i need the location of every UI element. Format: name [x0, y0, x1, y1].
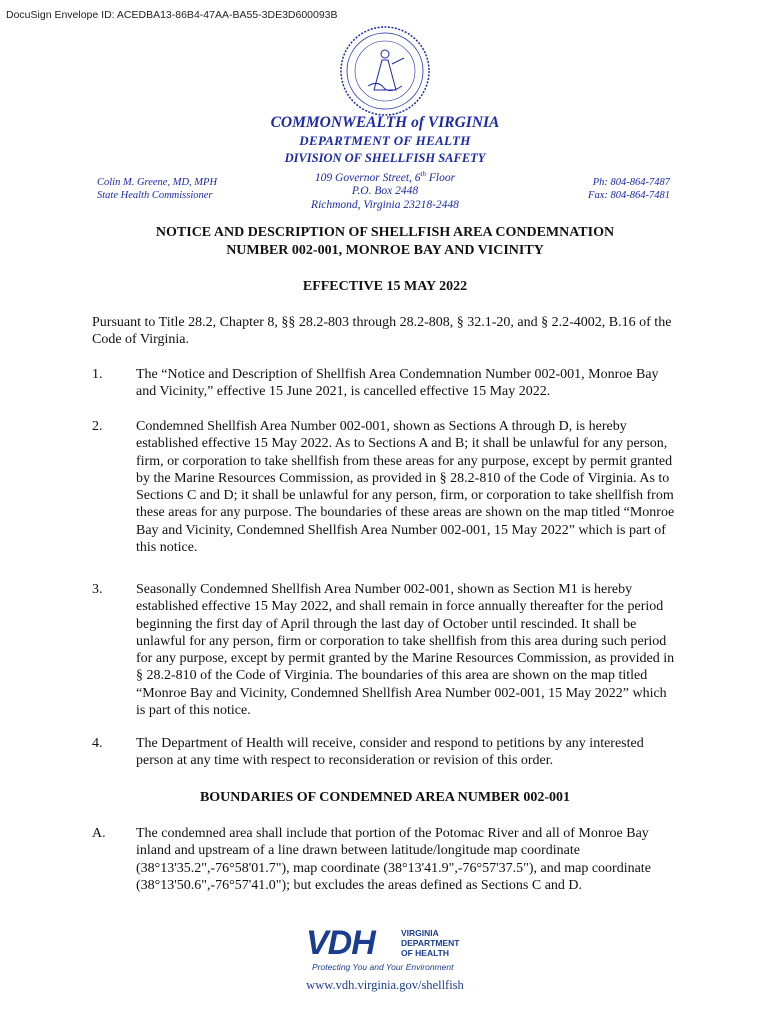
- vdh-tagline: Protecting You and Your Environment: [312, 962, 454, 972]
- vdh-logo: [306, 926, 471, 976]
- item-number-3: 3.: [92, 582, 103, 597]
- section-a-text: The condemned area shall include that portion of the Potomac River and all of Monroe Bay inland and upstream of a line drawn between latitude/longitude map coordinate (38°13'35.2",-76°58'01.7"), map coordinate (38°13'41.9",-76°57'37.5"), and map coordinate (38°13'50.6",-76°57'41.0"); but excludes the areas defined as Sections C and D.: [136, 826, 651, 893]
- notice-title-line1: NOTICE AND DESCRIPTION OF SHELLFISH AREA CONDEMNATION: [155, 225, 615, 240]
- vdh-logo-mark: VDH: [306, 924, 375, 962]
- item-number-2: 2.: [92, 419, 103, 434]
- notice-title-line2: NUMBER 002-001, MONROE BAY AND VICINITY: [226, 243, 544, 258]
- address-po-box: P.O. Box 2448: [351, 185, 419, 198]
- item-number-1: 1.: [92, 367, 103, 382]
- vdh-word-virginia: VIRGINIA: [401, 928, 439, 938]
- fax-number: Fax: 804-864-7481: [588, 190, 670, 201]
- item-text-2: Condemned Shellfish Area Number 002-001, shown as Sections A through D, is hereby established effective 15 May 2022. As to Sections A and B; it shall be unlawful for any person, firm, or corporation to take shellfish from these areas for any purpose, except by permit granted by the Marine Resources Commission, as provided in § 28.2-810 of the Code of Virginia. As to Sections C and D; it shall be unlawful for any person, firm, or corporation to take shellfish from these areas for any purpose. The boundaries of these areas are shown on the map titled “Monroe Bay and Vicinity, Condemned Shellfish Area Number 002-001, 15 May 2022” which is part of this notice.: [136, 419, 675, 556]
- boundaries-heading: BOUNDARIES OF CONDEMNED AREA NUMBER 002-001: [199, 790, 571, 805]
- letterhead-division: DIVISION OF SHELLFISH SAFETY: [284, 151, 486, 165]
- intro-paragraph: Pursuant to Title 28.2, Chapter 8, §§ 28.2-803 through 28.2-808, § 32.1-20, and § 2.2-4002, B.16 of the Code of Virginia.: [92, 315, 672, 347]
- letterhead-department: DEPARTMENT OF HEALTH: [299, 133, 471, 148]
- docusign-envelope-id: DocuSign Envelope ID: ACEDBA13-86B4-47AA-BA55-3DE3D600093B: [6, 9, 338, 21]
- notice-title: [0, 224, 770, 260]
- address-city: Richmond, Virginia 23218-2448: [311, 198, 459, 211]
- section-a-label: A.: [92, 826, 106, 841]
- website-link[interactable]: www.vdh.virginia.gov/shellfish: [306, 978, 464, 992]
- vdh-word-health: OF HEALTH: [401, 948, 450, 958]
- item-text-3: Seasonally Condemned Shellfish Area Number 002-001, shown as Section M1 is hereby established effective 15 May 2022, and shall remain in force annually thereafter for the period beginning the first day of April through the last day of October until rescinded. It shall be unlawful for any person, firm or corporation to take shellfish from this area during such period for any purpose, except by permit granted by the Marine Resources Commission, as provided in § 28.2-810 of the Code of Virginia. The boundaries of this area are shown on the map titled “Monroe Bay and Vicinity, Condemned Shellfish Area Number 002-001, 15 May 2022” which is part of this notice.: [136, 582, 675, 719]
- item-number-4: 4.: [92, 736, 103, 751]
- vdh-word-department: DEPARTMENT: [401, 938, 460, 948]
- commissioner-name: Colin M. Greene, MD, MPH: [97, 177, 218, 188]
- phone-number: Ph: 804-864-7487: [592, 177, 670, 188]
- effective-date: EFFECTIVE 15 MAY 2022: [302, 279, 468, 294]
- address-street: 109 Governor Street, 6th Floor: [314, 170, 456, 184]
- commissioner-title: State Health Commissioner: [97, 190, 213, 201]
- item-text-1: The “Notice and Description of Shellfish Area Condemnation Number 002-001, Monroe Bay and Vicinity,” effective 15 June 2021, is cancelled effective 15 May 2022.: [136, 367, 659, 400]
- virginia-seal-icon: [338, 24, 432, 118]
- contact-block: [588, 176, 670, 202]
- letterhead-commonwealth: COMMONWEALTH of VIRGINIA: [270, 114, 500, 131]
- vdh-logo-words: [401, 928, 459, 958]
- item-text-4: The Department of Health will receive, consider and respond to petitions by any interested person at any time with respect to reconsideration or revision of this order.: [136, 736, 644, 769]
